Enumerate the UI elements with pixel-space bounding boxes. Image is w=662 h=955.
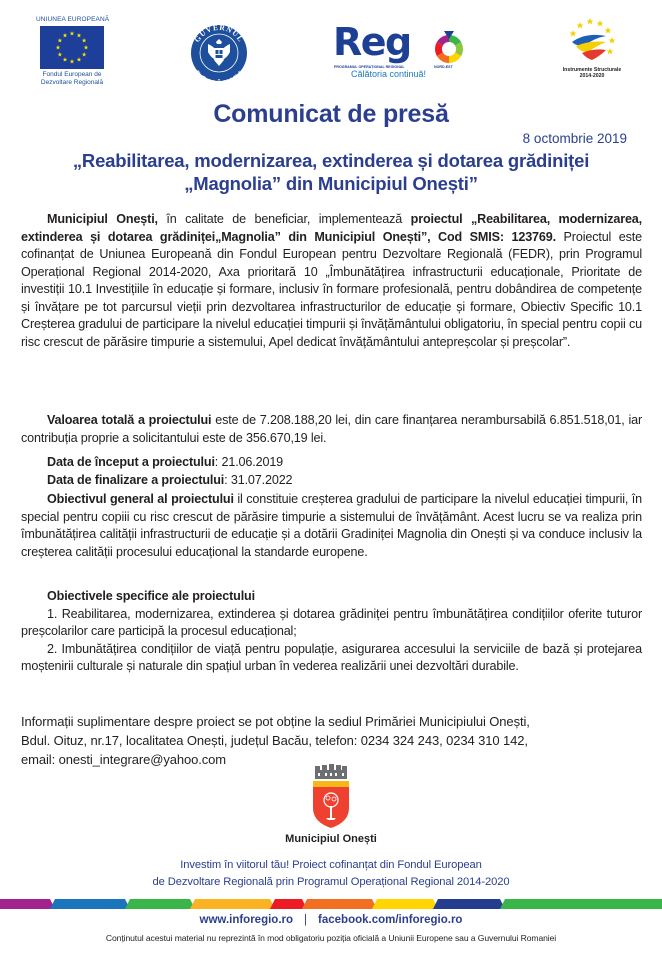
stripe-segment xyxy=(270,899,307,909)
project-title xyxy=(0,149,662,195)
eu-star-icon xyxy=(63,33,68,37)
objective-item: 2. Imbunătățirea condițiilor de viață pentru populație, asigurarea accesului la serviciile de bază și protejarea moștenirii culturale și naturale din spațiul urban în vederea realizării unei dezvoltări durabile. xyxy=(21,641,642,673)
stripe-segment xyxy=(125,899,195,909)
stripe-segment xyxy=(190,899,275,909)
eu-star-icon xyxy=(70,59,75,63)
city-emblem xyxy=(281,764,381,845)
project-value-label: Valoarea totală a proiectului xyxy=(47,413,212,427)
project-value-paragraph xyxy=(21,412,642,447)
color-stripe-divider xyxy=(0,899,662,909)
tagline-line-1: Investim în viitorul tău! Proiect cofinanțat din Fondul European xyxy=(180,859,482,871)
general-objective-text: il constituie creșterea gradului de participare la nivelul educației timpurii, în special pentru copiii cu risc crescut de părăsire timpurie a sistemului de învățământ. Acest lucru se va realiza prin îmbunătățirea calității infrastructurii de educație și a dotării Gradiniței Magnolia din Onești și va conduce inclusiv la creșterea calității procesului educațional la standarde europene. xyxy=(21,492,642,559)
eu-star-icon xyxy=(82,38,87,42)
project-name-code: proiectul „Reabilitarea, modernizarea, extinderea și dotarea grădiniței„Magnolia” din Municipiul Onești”, Cod SMIS: 123769. xyxy=(21,212,642,244)
stripe-segment xyxy=(500,899,662,909)
government-ring-text-top: GUVERNUL xyxy=(192,24,246,44)
general-objective-label: Obiectivul general al proiectului xyxy=(47,492,234,506)
stripe-segment xyxy=(433,899,505,909)
eu-logo xyxy=(36,16,108,87)
start-date-label: Data de început a proiectului xyxy=(47,455,215,469)
objective-item: 1. Reabilitarea, modernizarea, extinderea și dotarea grădiniței pentru îmbunătățirea condițiilor oferite tuturor preșcolarilor care participă la procesul educațional; xyxy=(21,606,642,638)
eu-star-icon xyxy=(58,52,63,56)
disclaimer: Conținutul acestui material nu reprezintă în mod obligatoriu poziția oficială a Uniunii Europene sau a Guvernului Romaniei xyxy=(105,933,557,943)
eu-star-icon xyxy=(70,31,75,35)
beneficiary-name: Municipiul Onești, xyxy=(47,212,158,226)
general-objective-paragraph xyxy=(21,491,642,561)
project-value-text: este de 7.208.188,20 lei, din care finanțarea nerambursabilă 6.851.518,01, iar contribuția proprie a solicitantului este de 356.670,19 lei. xyxy=(21,413,642,445)
footer-tagline xyxy=(0,857,662,891)
end-date-value: : 31.07.2022 xyxy=(224,472,293,487)
start-date-value: : 21.06.2019 xyxy=(214,455,284,469)
project-title-line-1: „Reabilitarea, modernizarea, extinderea și dotarea grădiniței xyxy=(72,150,590,171)
government-ring-text-bottom: RO IEI xyxy=(192,68,246,82)
regio-wordmark: Reg xyxy=(333,20,411,64)
eu-logo-bottom-label-2: Dezvoltare Regională xyxy=(40,79,104,86)
eu-star-icon xyxy=(56,45,61,49)
eu-star-icon xyxy=(77,33,82,37)
instrumente-structurale-logo xyxy=(560,16,624,86)
regio-program-label: PROGRAMUL OPERAȚIONAL REGIONAL xyxy=(334,65,405,69)
regio-slogan: Călătoria continuă! xyxy=(351,69,427,79)
eu-star-icon xyxy=(63,57,68,61)
government-logo xyxy=(186,24,252,82)
regio-region-label: NORD-EST xyxy=(434,65,453,69)
eu-star-icon xyxy=(77,57,82,61)
page-title: Comunicat de presă xyxy=(213,100,449,128)
stripe-segment xyxy=(302,899,377,909)
instrumente-structurale-years: 2014-2020 xyxy=(579,73,605,79)
instrumente-structurale-title: Instrumente Structurale xyxy=(562,67,622,73)
stripe-segment xyxy=(372,899,438,909)
contact-email: email: onesti_integrare@yahoo.com xyxy=(21,752,227,767)
end-date-label: Data de finalizare a proiectului xyxy=(47,472,225,487)
instrumente-structurale-icon xyxy=(566,16,618,66)
contact-line-1: Informații suplimentare despre proiect se pot obține la sediul Primăriei Municipiului Onești, xyxy=(21,714,530,729)
eu-star-icon xyxy=(82,52,87,56)
contact-paragraph xyxy=(21,712,642,769)
specific-objectives xyxy=(21,588,642,676)
project-dates xyxy=(21,454,642,489)
project-title-line-2: „Magnolia” din Municipiul Onești” xyxy=(184,173,478,194)
eu-logo-top-label: UNIUNEA EUROPEANĂ xyxy=(36,16,110,23)
stripe-segment xyxy=(50,899,130,909)
regio-logo xyxy=(333,20,469,82)
eu-star-icon xyxy=(58,38,63,42)
eu-flag-icon xyxy=(40,26,104,69)
onesti-coat-of-arms-icon xyxy=(309,764,353,830)
intro-paragraph xyxy=(21,211,642,351)
intro-text-a: în calitate de beneficiar, implementează xyxy=(157,212,411,226)
tagline-line-2: de Dezvoltare Regională prin Programul Operațional Regional 2014-2020 xyxy=(152,876,510,888)
footer-links xyxy=(0,914,662,926)
intro-text-b: Proiectul este cofinanțat de Uniunea Europeană din Fondul European pentru Dezvoltare Regională (FEDR), prin Programul Operațional Regional 2014-2020, Axa prioritară 10 „Îmbunătățirea infrastructurii educaționale, Prioritate de investiții 10.1 Investițiile în educație și formare, inclusiv în formare profesională, pentru dobândirea de competențe și învățare pe tot parcursul vieții prin dezvoltarea infrastructurilor de educație și formare, Obiectiv Specific 10.1 Creșterea gradului de participare la nivelul educației timpurii și învățământului obligatoriu, în special pentru copii cu risc crescut de părăsire timpurie a sistemului, Apel dedicat învățământului antepreșcolar și preșcolar”. xyxy=(21,229,642,349)
specific-objectives-heading: Obiectivele specifice ale proiectului xyxy=(47,589,255,603)
link-separator: | xyxy=(304,914,308,926)
eu-star-icon xyxy=(84,45,89,49)
contact-line-2: Bdul. Oituz, nr.17, localitatea Onești, județul Bacău, telefon: 0234 324 243, 0234 310 142, xyxy=(21,733,528,748)
stripe-segment xyxy=(0,899,55,909)
regio-color-wheel-icon xyxy=(433,30,465,64)
header-logos xyxy=(0,0,662,100)
website-link[interactable]: www.inforegio.ro xyxy=(199,914,294,926)
press-release-date: 8 octombrie 2019 xyxy=(522,131,627,146)
city-name: Municipiul Onești xyxy=(285,833,377,845)
eu-logo-bottom-label-1: Fondul European de xyxy=(42,71,102,78)
facebook-link[interactable]: facebook.com/inforegio.ro xyxy=(318,914,463,926)
